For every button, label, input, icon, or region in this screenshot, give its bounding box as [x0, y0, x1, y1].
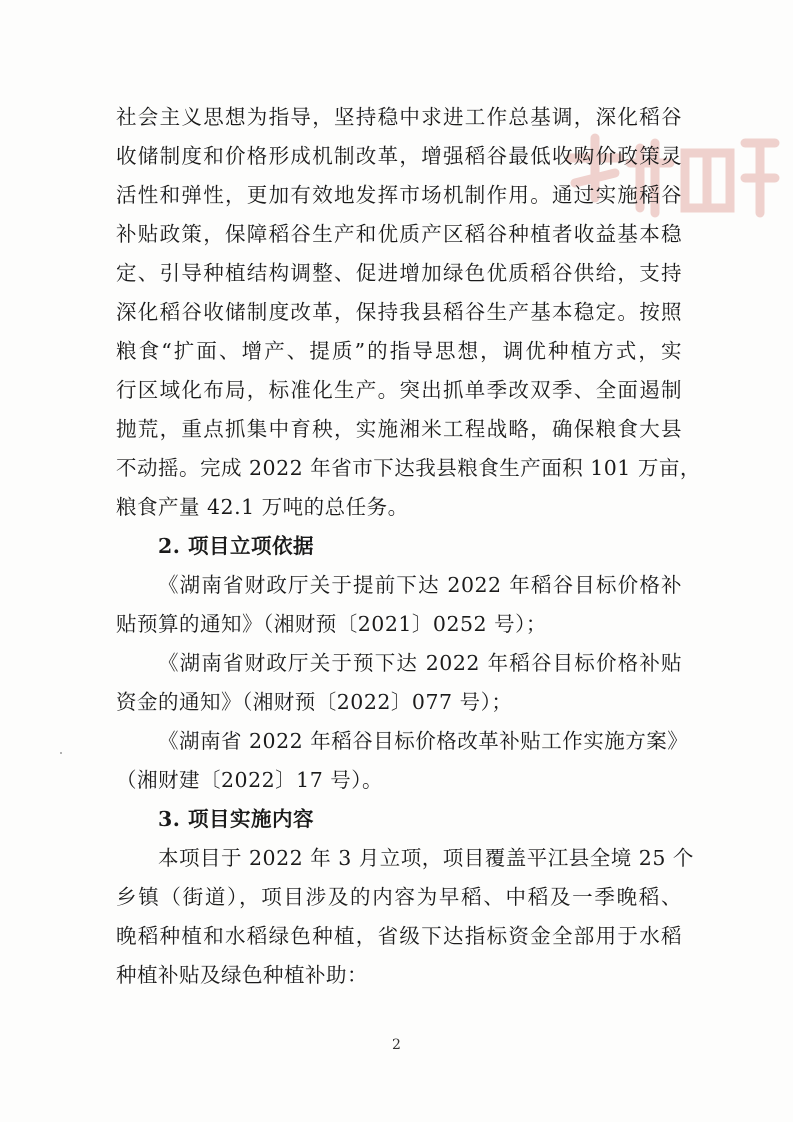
text-line: 本项目于 2022 年 3 月立项，项目覆盖平江县全境 25 个: [158, 846, 694, 870]
text-line: 粮食产量 42.1 万吨的总任务。: [116, 495, 409, 519]
text-line: 种植补贴及绿色种植补助：: [116, 963, 368, 987]
scan-speck: [60, 752, 62, 754]
basis-line: 资金的通知》（湘财预〔2022〕077 号）；: [116, 690, 513, 714]
page-number: 2: [392, 1037, 401, 1053]
body-text: [116, 98, 701, 995]
text-line: 定、引导种植结构调整、促进增加绿色优质稻谷供给，支持: [116, 261, 682, 285]
text-line: 补贴政策，保障稻谷生产和优质产区稻谷种植者收益基本稳: [116, 222, 682, 246]
section-heading-3: 3. 项目实施内容: [158, 807, 315, 831]
text-line: 晚稻种植和水稻绿色种植，省级下达指标资金全部用于水稻: [116, 924, 682, 948]
text-line: 社会主义思想为指导，坚持稳中求进工作总基调，深化稻谷: [116, 105, 682, 129]
text-line: 乡镇（街道），项目涉及的内容为早稻、中稻及一季晚稻、: [116, 885, 682, 909]
text-line: 抛荒，重点抓集中育秧，实施湘米工程战略，确保粮食大县: [116, 417, 682, 441]
text-line: 粮食“扩面、增产、提质”的指导思想，调优种植方式，实: [116, 339, 682, 363]
basis-line: 贴预算的通知》（湘财预〔2021〕0252 号）；: [116, 612, 547, 636]
basis-line: 《湖南省财政厅关于预下达 2022 年稻谷目标价格补贴: [158, 651, 682, 675]
text-line: 深化稻谷收储制度改革，保持我县稻谷生产基本稳定。按照: [116, 300, 682, 324]
basis-line: 《湖南省 2022 年稻谷目标价格改革补贴工作实施方案》: [158, 729, 689, 753]
text-line: 不动摇。完成 2022 年省市下达我县粮食生产面积 101 万亩，: [116, 456, 701, 480]
text-line: 活性和弹性，更加有效地发挥市场机制作用。通过实施稻谷: [116, 183, 682, 207]
basis-line: 《湖南省财政厅关于提前下达 2022 年稻谷目标价格补: [158, 573, 682, 597]
text-line: 行区域化布局，标准化生产。突出抓单季改双季、全面遏制: [116, 378, 682, 402]
text-line: 收储制度和价格形成机制改革，增强稻谷最低收购价政策灵: [116, 144, 682, 168]
basis-line: （湘财建〔2022〕17 号）。: [116, 768, 384, 792]
section-heading-2: 2. 项目立项依据: [158, 534, 315, 558]
